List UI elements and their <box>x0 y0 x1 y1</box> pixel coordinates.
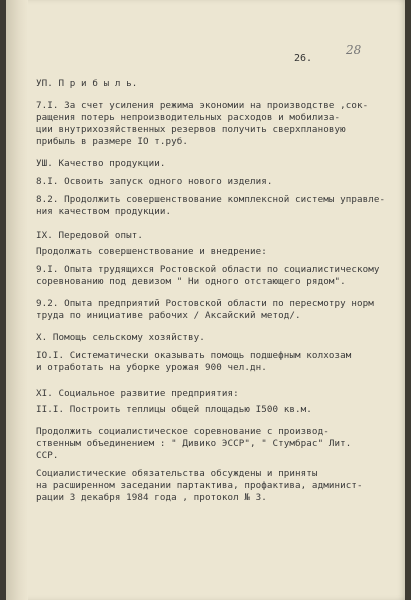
section-heading-agriculture: Х. Помощь сельскому хозяйству. <box>36 332 205 343</box>
text-line: Продолжать совершенствование и внедрение: <box>36 246 267 257</box>
section-heading-social: XI. Социальное развитие предприятия: <box>36 388 239 399</box>
section-heading-experience: IX. Передовой опыт. <box>36 230 143 241</box>
text-line: 7.I. За счет усиления режима экономии на производстве ,сок- <box>36 100 369 111</box>
text-line: 9.2. Опыта предприятий Ростовской области по пересмотру норм <box>36 298 374 309</box>
handwritten-page-number: 28 <box>346 43 362 57</box>
text-line: на расширенном заседании партактива, профактива, админист- <box>36 480 363 491</box>
text-line: Социалистические обязательства обсуждены и приняты <box>36 468 318 479</box>
text-line: ственным объединением : " Дивико ЭССР", " Стумбрас" Лит. <box>36 438 352 449</box>
text-line: II.I. Построить теплицы общей площадью I500 кв.м. <box>36 404 312 415</box>
text-line: соревнованию под девизом " Ни одного отстающего рядом". <box>36 276 346 287</box>
text-line: рации 3 декабря 1984 года , протокол № 3. <box>36 492 267 503</box>
document-page <box>6 0 405 600</box>
text-line: Продолжить социалистическое соревнование с производ- <box>36 426 329 437</box>
section-heading-quality: УШ. Качество продукции. <box>36 158 166 169</box>
text-line: 9.I. Опыта трудящихся Ростовской области по социалистическому <box>36 264 380 275</box>
text-line: 8.I. Освоить запуск одного нового изделия. <box>36 176 273 187</box>
text-line: ния качеством продукции. <box>36 206 172 217</box>
section-heading-profit: УП. П р и б ы л ь. <box>36 78 138 89</box>
page-binding-shadow <box>6 0 28 600</box>
text-line: 8.2. Продолжить совершенствование комплексной системы управле- <box>36 194 386 205</box>
text-line: IO.I. Систематически оказывать помощь подшефным колхозам <box>36 350 352 361</box>
text-line: ращения потерь непроизводительных расходов и мобилиза- <box>36 112 341 123</box>
text-line: и отработать на уборке урожая 900 чел.дн. <box>36 362 267 373</box>
text-line: ССР. <box>36 450 59 461</box>
text-line: прибыль в размере IO т.руб. <box>36 136 189 147</box>
text-line: ции внутрихозяйственных резервов получить сверхплановую <box>36 124 346 135</box>
page-number: 26. <box>294 53 313 64</box>
text-line: труда по инициативе рабочих / Аксайский метод/. <box>36 310 301 321</box>
